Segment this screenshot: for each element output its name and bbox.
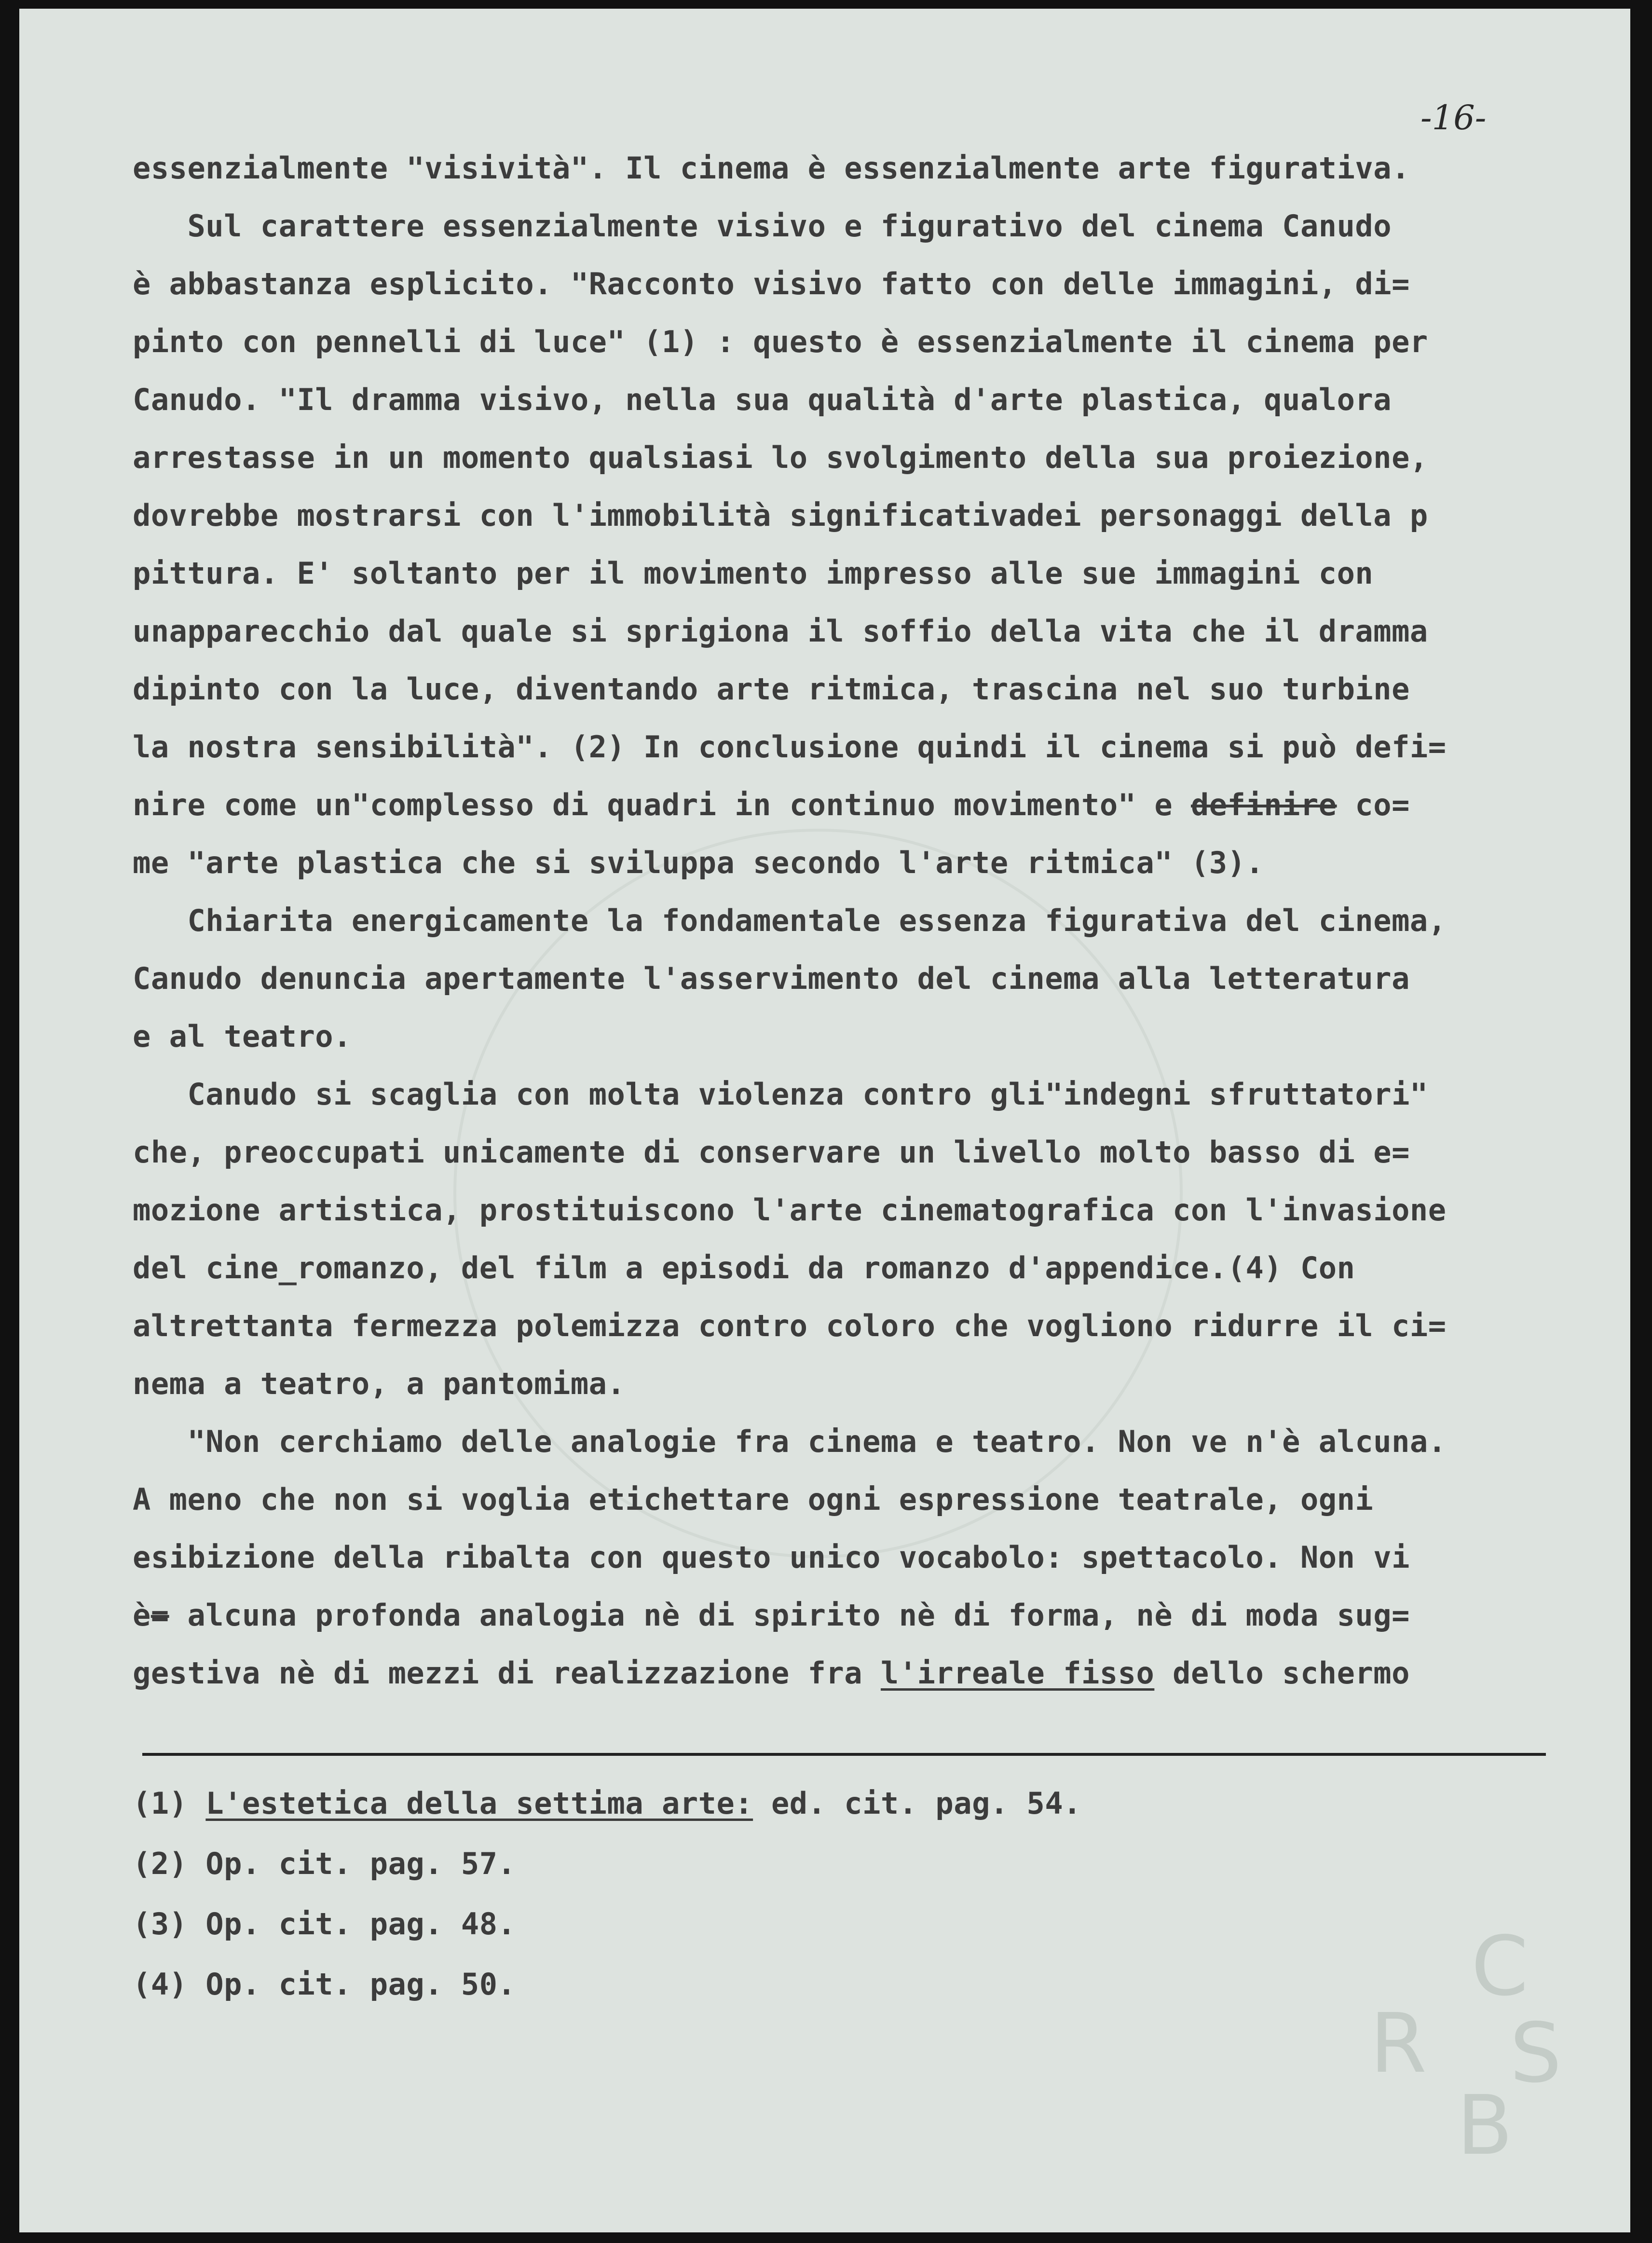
scan-edge-right	[1630, 0, 1652, 2243]
scan-edge-left	[0, 0, 19, 2243]
text-line	[133, 1655, 1410, 1691]
document-page	[19, 9, 1630, 2232]
text-line: "Non cerchiamo delle analogie fra cinema e teatro. Non ve n'è alcuna.	[133, 1424, 1447, 1459]
scan-edge-bottom	[0, 2232, 1652, 2243]
text-line	[133, 1598, 1410, 1633]
text-line: la nostra sensibilità". (2) In conclusione quindi il cinema si può defi=	[133, 729, 1447, 765]
text-line: Canudo denuncia apertamente l'asservimento del cinema alla letteratura	[133, 961, 1410, 996]
text-span: nire come un"complesso di quadri in continuo movimento" e	[133, 787, 1191, 822]
text-line: Canudo si scaglia con molta violenza contro gli"indegni sfruttatori"	[133, 1077, 1428, 1112]
text-line: esibizione della ribalta con questo unico vocabolo: spettacolo. Non vi	[133, 1540, 1410, 1575]
text-line: arrestasse in un momento qualsiasi lo svolgimento della sua proiezione,	[133, 440, 1428, 475]
struck-text: definire	[1190, 787, 1337, 822]
footnote-divider	[142, 1753, 1546, 1756]
text-line: pittura. E' soltanto per il movimento impresso alle sue immagini con	[133, 556, 1374, 591]
text-line: che, preoccupati unicamente di conservare un livello molto basso di e=	[133, 1135, 1410, 1170]
text-line: Chiarita energicamente la fondamentale essenza figurativa del cinema,	[133, 903, 1447, 938]
scan-edge-top	[0, 0, 1652, 9]
underlined-text: l'irreale fisso	[880, 1655, 1155, 1691]
text-line: A meno che non si voglia etichettare ogni espressione teatrale, ogni	[133, 1482, 1374, 1517]
text-span: dello schermo	[1154, 1655, 1410, 1691]
text-line: è abbastanza esplicito. "Racconto visivo fatto con delle immagini, di=	[133, 266, 1410, 301]
underlined-text: L'estetica della settima arte:	[205, 1786, 753, 1821]
text-line: nema a teatro, a pantomima.	[133, 1366, 626, 1401]
text-line: altrettanta fermezza polemizza contro coloro che vogliono ridurre il ci=	[133, 1308, 1447, 1343]
text-line: unapparecchio dal quale si sprigiona il soffio della vita che il dramma	[133, 614, 1428, 649]
text-line: e al teatro.	[133, 1019, 352, 1054]
text-line: Sul carattere essenzialmente visivo e figurativo del cinema Canudo	[133, 208, 1392, 244]
footnote: (2) Op. cit. pag. 57.	[133, 1846, 516, 1881]
struck-text: =	[150, 1598, 169, 1633]
text-span: ed. cit. pag. 54.	[753, 1786, 1082, 1821]
text-line	[133, 787, 1410, 822]
footnote: (4) Op. cit. pag. 50.	[133, 1967, 516, 2002]
text-line: dovrebbe mostrarsi con l'immobilità significativadei personaggi della p	[133, 498, 1428, 533]
text-line: me "arte plastica che si sviluppa secondo l'arte ritmica" (3).	[133, 845, 1264, 880]
text-line: mozione artistica, prostituiscono l'arte cinematografica con l'invasione	[133, 1192, 1447, 1228]
text-line: essenzialmente "visività". Il cinema è essenzialmente arte figurativa.	[133, 150, 1410, 186]
text-span: gestiva nè di mezzi di realizzazione fra	[133, 1655, 881, 1691]
text-span: è	[133, 1598, 151, 1633]
page-number: -16-	[1420, 98, 1487, 137]
footnote: (3) Op. cit. pag. 48.	[133, 1906, 516, 1942]
text-span: alcuna profonda analogia nè di spirito nè di forma, nè di moda sug=	[169, 1598, 1410, 1633]
text-line: Canudo. "Il dramma visivo, nella sua qualità d'arte plastica, qualora	[133, 382, 1392, 417]
watermark-letter: S	[1510, 2006, 1562, 2101]
watermark-letter: B	[1457, 2078, 1513, 2174]
text-span: co=	[1337, 787, 1410, 822]
text-line: dipinto con la luce, diventando arte ritmica, trascina nel suo turbine	[133, 671, 1410, 707]
watermark-letter: R	[1370, 1996, 1427, 2092]
watermark-letter: C	[1471, 1919, 1529, 2014]
text-span: (1)	[133, 1786, 206, 1821]
footnote	[133, 1786, 1082, 1821]
text-line: del cine_romanzo, del film a episodi da romanzo d'appendice.(4) Con	[133, 1250, 1355, 1286]
text-line: pinto con pennelli di luce" (1) : questo è essenzialmente il cinema per	[133, 324, 1428, 359]
